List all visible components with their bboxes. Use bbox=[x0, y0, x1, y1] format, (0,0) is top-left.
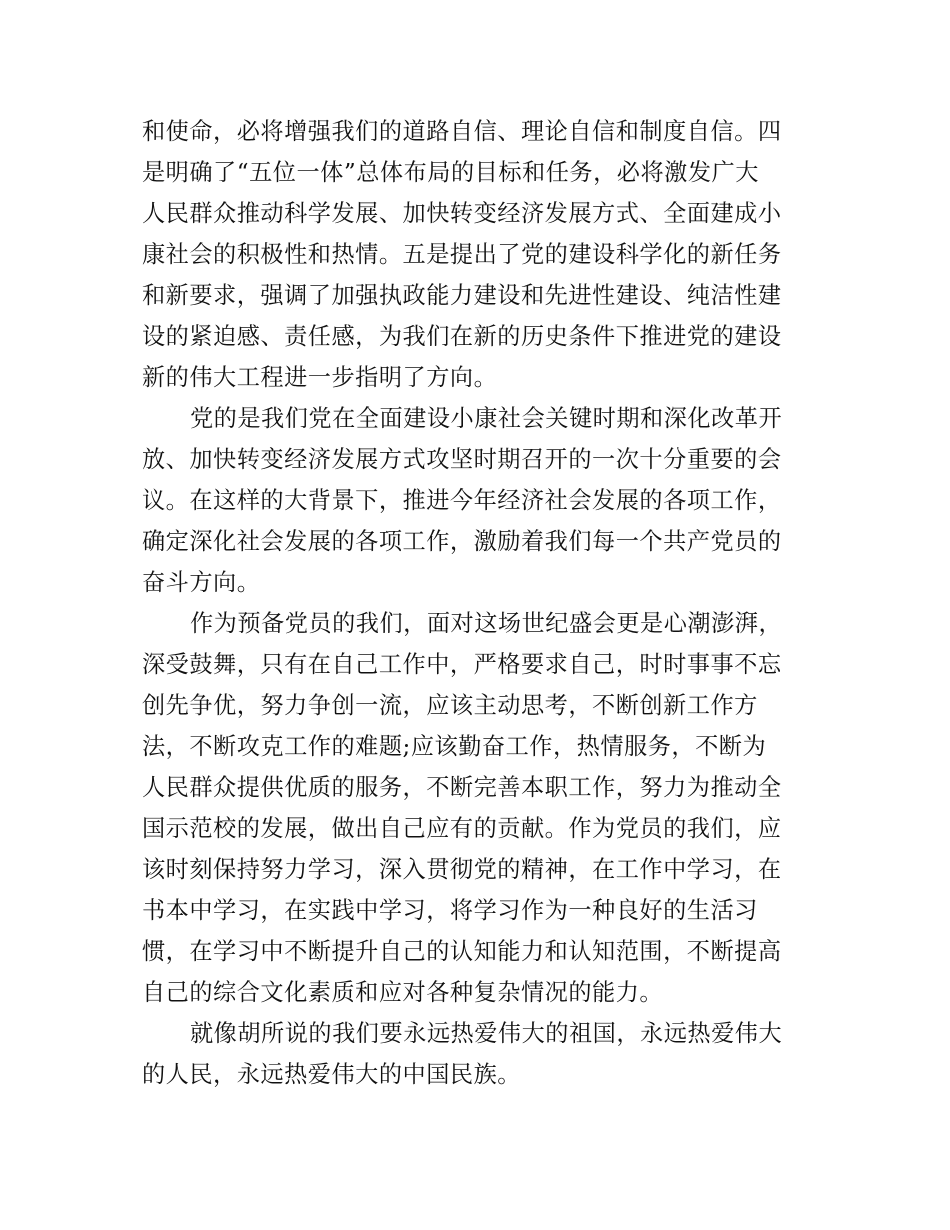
text-line: 和新要求，强调了加强执政能力建设和先进性建设、纯洁性建 bbox=[142, 282, 782, 309]
text-line: 深受鼓舞，只有在自己工作中，严格要求自己，时时事事不忘 bbox=[142, 651, 782, 678]
text-line: 和使命，必将增强我们的道路自信、理论自信和制度自信。四 bbox=[142, 118, 782, 145]
text-line: 人民群众提供优质的服务，不断完善本职工作，努力为推动全 bbox=[142, 774, 782, 801]
text-line: 该时刻保持努力学习，深入贯彻党的精神，在工作中学习，在 bbox=[142, 856, 782, 883]
text-line: 设的紧迫感、责任感，为我们在新的历史条件下推进党的建设 bbox=[142, 323, 782, 350]
paragraph-first-line: 党的是我们党在全面建设小康社会关键时期和深化改革开 bbox=[190, 405, 783, 432]
text-line: 人民群众推动科学发展、加快转变经济发展方式、全面建成小 bbox=[142, 200, 782, 227]
text-line: 议。在这样的大背景下，推进今年经济社会发展的各项工作， bbox=[142, 487, 782, 514]
text-line: 法，不断攻克工作的难题;应该勤奋工作，热情服务，不断为 bbox=[142, 733, 767, 760]
document-body bbox=[142, 111, 814, 1095]
text-line: 的人民，永远热爱伟大的中国民族。 bbox=[142, 1061, 521, 1088]
text-line: 新的伟大工程进一步指明了方向。 bbox=[142, 364, 498, 391]
text-line: 惯，在学习中不断提升自己的认知能力和认知范围，不断提高 bbox=[142, 938, 782, 965]
paragraph-first-line: 作为预备党员的我们，面对这场世纪盛会更是心潮澎湃， bbox=[190, 610, 783, 637]
text-line: 自己的综合文化素质和应对各种复杂情况的能力。 bbox=[142, 979, 664, 1006]
text-line: 国示范校的发展，做出自己应有的贡献。作为党员的我们，应 bbox=[142, 815, 782, 842]
text-line: 书本中学习，在实践中学习，将学习作为一种良好的生活习 bbox=[142, 897, 758, 924]
text-line: 创先争优，努力争创一流，应该主动思考，不断创新工作方 bbox=[142, 692, 758, 719]
text-line: 放、加快转变经济发展方式攻坚时期召开的一次十分重要的会 bbox=[142, 446, 782, 473]
text-line: 奋斗方向。 bbox=[142, 569, 261, 596]
text-line: 是明确了“五位一体”总体布局的目标和任务，必将激发广大 bbox=[142, 159, 759, 186]
text-line: 康社会的积极性和热情。五是提出了党的建设科学化的新任务 bbox=[142, 241, 782, 268]
paragraph-first-line: 就像胡所说的我们要永远热爱伟大的祖国，永远热爱伟大 bbox=[190, 1020, 783, 1047]
text-line: 确定深化社会发展的各项工作，激励着我们每一个共产党员的 bbox=[142, 528, 782, 555]
